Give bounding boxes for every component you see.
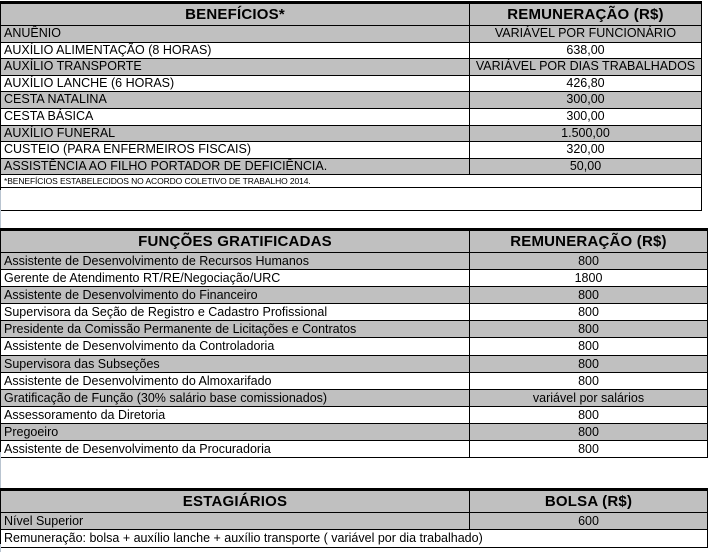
table-row	[1, 338, 708, 355]
table-row	[1, 406, 708, 423]
table-row	[1, 321, 708, 338]
table-row	[1, 253, 708, 270]
funcao-label: Assistente de Desenvolvimento da Procuradoria	[1, 441, 470, 458]
benefit-label: AUXÍLIO TRANSPORTE	[1, 59, 470, 76]
benefit-label: AUXÍLIO LANCHE (6 HORAS)	[1, 75, 470, 92]
table-row	[1, 287, 708, 304]
table-row	[1, 108, 702, 125]
funcao-label: Assessoramento da Diretoria	[1, 406, 470, 423]
funcao-value: 800	[470, 321, 708, 338]
benefit-label: AUXÍLIO FUNERAL	[1, 125, 470, 142]
funcao-label: Supervisora da Seção de Registro e Cadastro Profissional	[1, 304, 470, 321]
table-funcoes-header-row	[1, 230, 708, 253]
benefit-value: VARIÁVEL POR DIAS TRABALHADOS	[470, 59, 702, 76]
table-row	[1, 125, 702, 142]
table-beneficios-note-row	[1, 175, 702, 188]
table-beneficios-header-row	[1, 3, 702, 26]
benefit-value: 1.500,00	[470, 125, 702, 142]
table-estagiarios-note-row	[1, 530, 708, 548]
funcao-value: 800	[470, 423, 708, 440]
benefit-value: 300,00	[470, 108, 702, 125]
funcao-label: Assistente de Desenvolvimento do Financeiro	[1, 287, 470, 304]
funcao-value: 800	[470, 338, 708, 355]
benefit-label: CUSTEIO (PARA ENFERMEIROS FISCAIS)	[1, 142, 470, 159]
table-estagiarios	[0, 488, 708, 548]
table-beneficios-spacer-row	[1, 188, 702, 211]
benefit-value: 300,00	[470, 92, 702, 109]
funcao-label: Presidente da Comissão Permanente de Licitações e Contratos	[1, 321, 470, 338]
benefit-label: ANUÊNIO	[1, 26, 470, 43]
table-row	[1, 59, 702, 76]
funcao-value: variável por salários	[470, 389, 708, 406]
sheet-guide-line	[0, 190, 1, 228]
benefit-value: VARIÁVEL POR FUNCIONÁRIO	[470, 26, 702, 43]
funcao-value: 800	[470, 441, 708, 458]
table-row	[1, 372, 708, 389]
table-row	[1, 389, 708, 406]
funcao-label: Gratificação de Função (30% salário base comissionados)	[1, 389, 470, 406]
table-row	[1, 423, 708, 440]
table-estagiarios-header-row	[1, 490, 708, 513]
table-row	[1, 158, 702, 175]
funcao-value: 800	[470, 304, 708, 321]
benefit-value: 50,00	[470, 158, 702, 175]
table-row	[1, 26, 702, 43]
benefit-label: AUXÍLIO ALIMENTAÇÃO (8 HORAS)	[1, 42, 470, 59]
table-row	[1, 75, 702, 92]
benefit-label: CESTA NATALINA	[1, 92, 470, 109]
sheet-guide-line	[0, 452, 1, 488]
table-row	[1, 142, 702, 159]
funcao-label: Supervisora das Subseções	[1, 355, 470, 372]
benefit-label: CESTA BÁSICA	[1, 108, 470, 125]
table-row	[1, 513, 708, 530]
spacer-cell	[1, 188, 702, 211]
funcao-value: 800	[470, 372, 708, 389]
table-row	[1, 42, 702, 59]
funcao-label: Assistente de Desenvolvimento da Controladoria	[1, 338, 470, 355]
table-row	[1, 441, 708, 458]
header-cell-remuneracao: REMUNERAÇÃO (R$)	[470, 3, 702, 26]
funcao-value: 1800	[470, 270, 708, 287]
header-cell-bolsa: BOLSA (R$)	[470, 490, 708, 513]
table-beneficios	[0, 1, 702, 211]
header-cell-beneficios: BENEFÍCIOS*	[1, 3, 470, 26]
funcao-value: 800	[470, 355, 708, 372]
estagiarios-footnote: Remuneração: bolsa + auxílio lanche + auxílio transporte ( variável por dia trabalhado)	[1, 530, 708, 548]
funcao-value: 800	[470, 253, 708, 270]
table-row	[1, 92, 702, 109]
table-funcoes-gratificadas	[0, 228, 708, 458]
header-cell-remuneracao: REMUNERAÇÃO (R$)	[470, 230, 708, 253]
funcao-label: Pregoeiro	[1, 423, 470, 440]
estagiario-value: 600	[470, 513, 708, 530]
funcao-label: Gerente de Atendimento RT/RE/Negociação/URC	[1, 270, 470, 287]
header-cell-estagiarios: ESTAGIÁRIOS	[1, 490, 470, 513]
table-row	[1, 304, 708, 321]
table-row	[1, 270, 708, 287]
funcao-value: 800	[470, 287, 708, 304]
benefit-value: 426,80	[470, 75, 702, 92]
benefit-label: ASSISTÊNCIA AO FILHO PORTADOR DE DEFICIÊNCIA.	[1, 158, 470, 175]
funcao-label: Assistente de Desenvolvimento de Recursos Humanos	[1, 253, 470, 270]
benefit-value: 320,00	[470, 142, 702, 159]
funcao-value: 800	[470, 406, 708, 423]
sheet-guide-line	[0, 544, 1, 552]
header-cell-funcoes: FUNÇÕES GRATIFICADAS	[1, 230, 470, 253]
table-row	[1, 355, 708, 372]
funcao-label: Assistente de Desenvolvimento do Almoxarifado	[1, 372, 470, 389]
benefit-value: 638,00	[470, 42, 702, 59]
beneficios-footnote: *BENEFÍCIOS ESTABELECIDOS NO ACORDO COLETIVO DE TRABALHO 2014.	[1, 175, 702, 188]
estagiario-label: Nível Superior	[1, 513, 470, 530]
